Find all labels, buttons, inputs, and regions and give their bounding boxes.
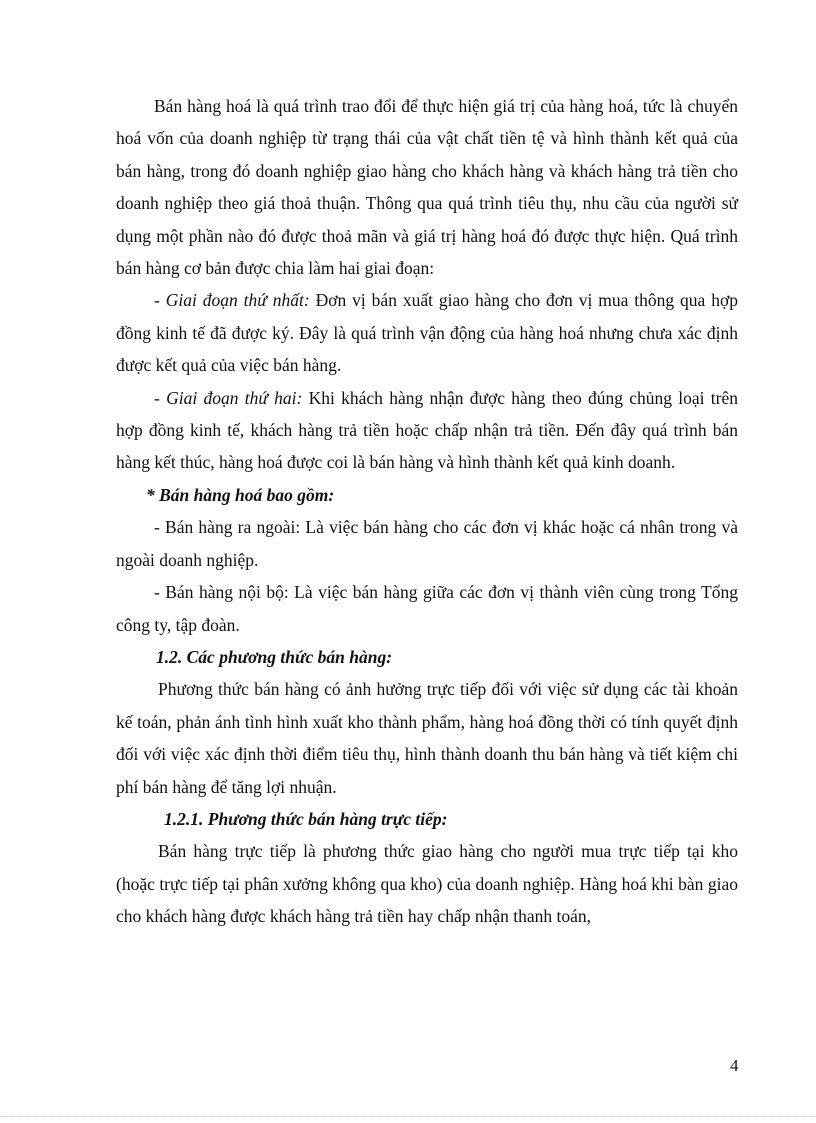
- paragraph-intro: Bán hàng hoá là quá trình trao đổi để thực hiện giá trị của hàng hoá, tức là chuyển hoá vốn của doanh nghiệp từ trạng thái của vật chất tiền tệ và hình thành kết quả của bán hàng, trong đó doanh nghiệp giao hàng cho khách hàng và khách hàng trả tiền cho doanh nghiệp theo giá thoả thuận. Thông qua quá trình tiêu thụ, nhu cầu của người sử dụng một phần nào đó được thoả mãn và giá trị hàng hoá đó được thực hiện. Quá trình bán hàng cơ bản được chia làm hai giai đoạn:: [116, 96, 738, 279]
- footer-divider: [0, 1116, 816, 1117]
- heading-section-1-2: 1.2. Các phương thức bán hàng:: [156, 646, 393, 667]
- stage-1-label: - Giai đoạn thứ nhất:: [154, 290, 310, 311]
- stage-1-text: Đơn vị bán xuất giao hàng cho đơn vị mua thông qua hợp đồng kinh tế đã được ký. Đây là quá trình vận động của hàng hoá nhưng chưa xác định được kết quả của việc bán hàng.: [116, 290, 738, 376]
- paragraph-external-sales: - Bán hàng ra ngoài: Là việc bán hàng cho các đơn vị khác hoặc cá nhân trong và ngoài doanh nghiệp.: [116, 517, 738, 570]
- heading-section-1-2-1: 1.2.1. Phương thức bán hàng trực tiếp:: [164, 808, 448, 829]
- stage-2-text: Khi khách hàng nhận được hàng theo đúng chủng loại trên hợp đồng kinh tế, khách hàng trả tiền hoặc chấp nhận trả tiền. Đến đây quá trình bán hàng kết thúc, hàng hoá được coi là bán hàng và hình thành kết quả kinh doanh.: [116, 387, 738, 473]
- stage-2-label: - Giai đoạn thứ hai:: [154, 387, 303, 408]
- paragraph-stage-1: [116, 284, 738, 381]
- heading-includes: * Bán hàng hoá bao gồm:: [146, 484, 335, 505]
- paragraph-section-1-2: Phương thức bán hàng có ảnh hưởng trực tiếp đối với việc sử dụng các tài khoản kế toán, phản ánh tình hình xuất kho thành phẩm, hàng hoá đồng thời có tính quyết định đối với việc xác định thời điểm tiêu thụ, hình thành doanh thu bán hàng và tiết kiệm chi phí bán hàng để tăng lợi nhuận.: [116, 679, 738, 797]
- page-number: 4: [730, 1056, 739, 1075]
- paragraph-section-1-2-1: Bán hàng trực tiếp là phương thức giao hàng cho người mua trực tiếp tại kho (hoặc trực tiếp tại phân xưởng không qua kho) của doanh nghiệp. Hàng hoá khi bàn giao cho khách hàng được khách hàng trả tiền hay chấp nhận thanh toán,: [116, 841, 738, 927]
- document-body: [116, 90, 738, 933]
- paragraph-stage-2: [116, 382, 738, 479]
- paragraph-internal-sales: - Bán hàng nội bộ: Là việc bán hàng giữa các đơn vị thành viên cùng trong Tổng công ty, tập đoàn.: [116, 582, 738, 635]
